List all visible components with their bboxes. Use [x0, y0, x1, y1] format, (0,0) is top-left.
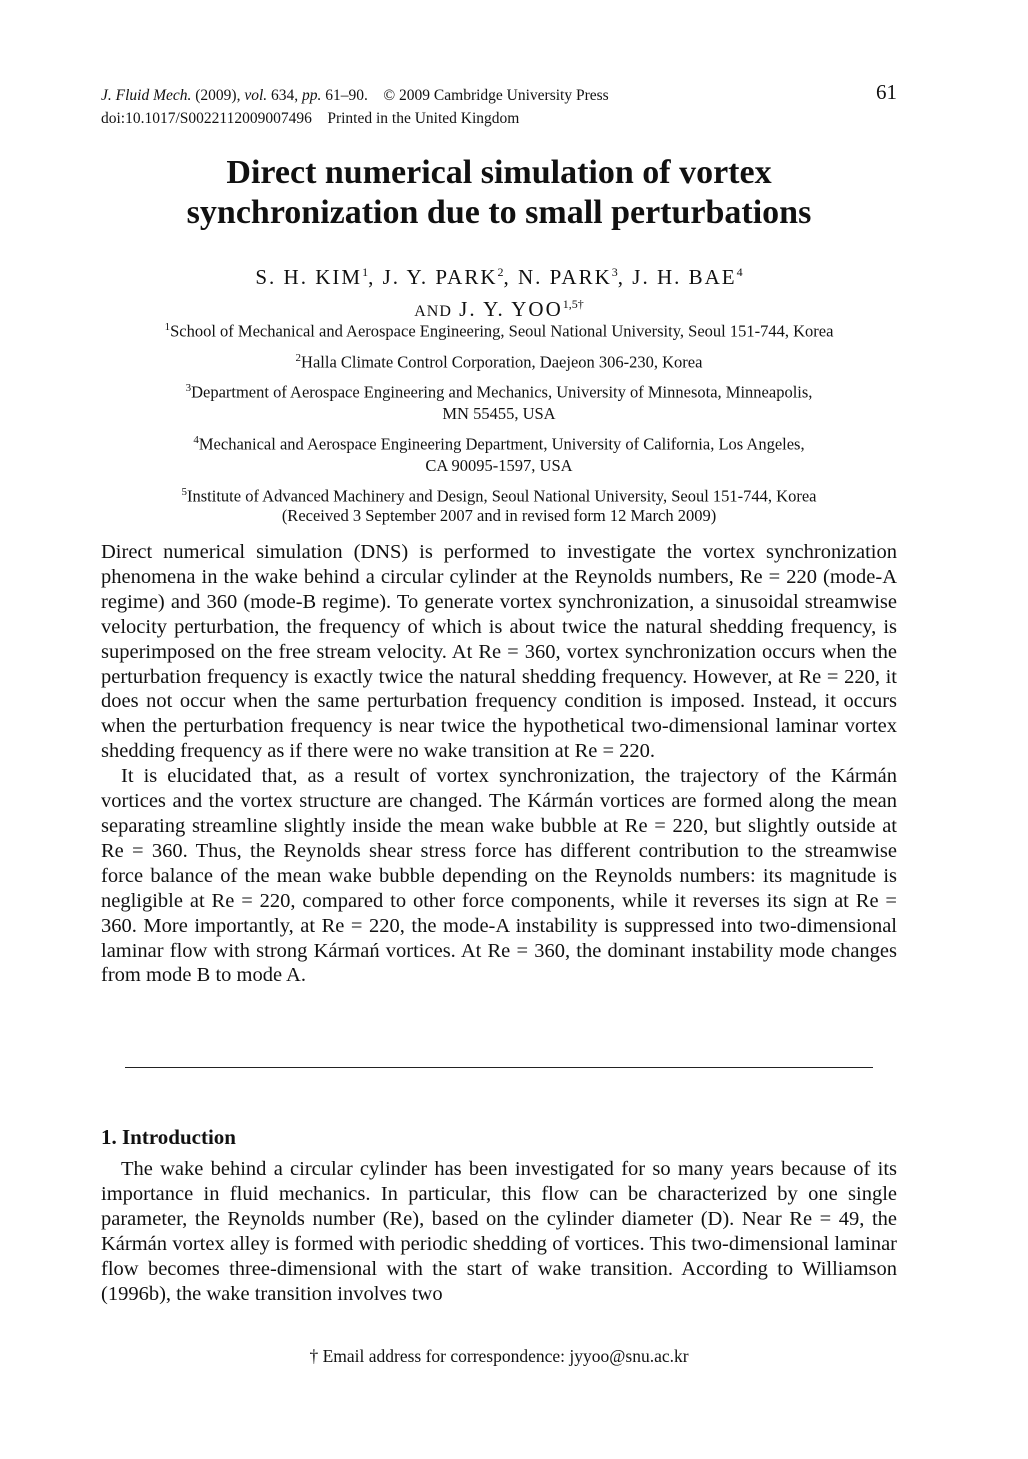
- affiliation-text: Institute of Advanced Machinery and Design, Seoul National University, Seoul 151-744, Korea: [187, 486, 817, 506]
- affiliation: [101, 378, 897, 425]
- volume-label: vol.: [244, 87, 268, 104]
- affiliation-number: 3: [185, 382, 192, 394]
- author-name: J. Y. YOO: [459, 297, 563, 321]
- affiliation-text: Mechanical and Aerospace Engineering Department, University of California, Los Angeles,: [198, 434, 805, 454]
- section-title: Introduction: [122, 1125, 236, 1149]
- and-word: AND: [414, 303, 452, 320]
- author-name: S. H. KIM: [255, 265, 363, 289]
- affiliation-number: 5: [181, 486, 188, 498]
- abstract-paragraph-1: Direct numerical simulation (DNS) is performed to investigate the vortex synchronization phenomena in the wake behind a circular cylinder at the Reynolds numbers, Re = 220 (mode-A regime) and 360 (mode-B regime). To generate vortex synchronization, a sinusoidal streamwise velocity perturbation, the frequency of which is about twice the natural shedding frequency, is superimposed on the free stream velocity. At Re = 360, vortex synchronization occurs when the perturbation frequency is exactly twice the natural shedding frequency. However, at Re = 220, it does not occur when the same perturbation frequency condition is imposed. Instead, it occurs when the perturbation frequency is near twice the hypothetical two-dimensional laminar vortex shedding frequency as if there were no wake transition at Re = 220.: [101, 541, 897, 763]
- pages-label: pp.: [302, 87, 322, 104]
- author-name: N. PARK: [518, 265, 612, 289]
- doi-line: [101, 107, 609, 130]
- affiliation-text: School of Mechanical and Aerospace Engineering, Seoul National University, Seoul 151-744, Korea: [170, 321, 834, 341]
- affiliation: [101, 317, 897, 342]
- author-affil-mark: 1,5: [562, 297, 578, 311]
- corresponding-dagger: †: [577, 297, 584, 311]
- page-range: 61–90.: [325, 87, 368, 104]
- affiliation: [101, 348, 897, 373]
- journal-year: (2009),: [195, 87, 241, 104]
- author-affil-mark: 2: [497, 265, 504, 279]
- introduction-paragraph: The wake behind a circular cylinder has been investigated for so many years because of its importance in fluid mechanics. In particular, this flow can be characterized by one single parameter, the Reynolds number (Re), based on the cylinder diameter (D). Near Re = 49, the Kármán vortex alley is formed with periodic shedding of vortices. This two-dimensional laminar flow becomes three-dimensional with the start of wake transition. According to Williamson (1996b), the wake transition involves two: [101, 1158, 897, 1305]
- affiliation-text: Halla Climate Control Corporation, Daejeon 306-230, Korea: [301, 352, 703, 371]
- affiliation-text-cont: MN 55455, USA: [442, 404, 556, 423]
- affiliation-number: 1: [164, 321, 171, 333]
- paper-title: [101, 153, 897, 233]
- affiliation-text: Department of Aerospace Engineering and Mechanics, University of Minnesota, Minneapolis,: [191, 382, 813, 402]
- volume-number: 634,: [271, 87, 299, 104]
- author-line-1: S. H. KIM$^1$, J. Y. PARK$^2$, N. PARK$^3$, J. H. BAE$^4$: [255, 265, 743, 289]
- affiliation: [101, 430, 897, 477]
- abstract-divider: [125, 1067, 873, 1068]
- affiliation: [101, 482, 897, 507]
- section-heading: [101, 1125, 236, 1150]
- affiliation-number: 2: [295, 351, 302, 364]
- section-number: 1.: [101, 1125, 117, 1149]
- abstract-paragraph-2: It is elucidated that, as a result of vortex synchronization, the trajectory of the Kármán vortices and the vortex structure are changed. The Kármán vortices are formed along the mean separating streamline slightly inside the mean wake bubble at Re = 220, but slightly outside at Re = 360. Thus, the Reynolds shear stress force has different contribution to the streamwise force balance of the mean wake bubble depending on the Reynolds numbers: its magnitude is negligible at Re = 220, compared to other force components, while it reverses its sign at Re = 360. More importantly, at Re = 220, the mode-A instability is suppressed into two-dimensional laminar flow with strong Kármań vortices. At Re = 360, the dominant instability mode changes from mode B to mode A.: [101, 765, 897, 987]
- title-line-2: synchronization due to small perturbations: [186, 194, 812, 231]
- author-affil-mark: 1: [362, 265, 369, 279]
- author-name: J. H. BAE: [632, 265, 737, 289]
- affiliation-number: 4: [193, 434, 199, 446]
- author-affil-mark: 3: [611, 265, 618, 279]
- abstract: [101, 540, 897, 988]
- printed-notice: Printed in the United Kingdom: [327, 110, 520, 127]
- journal-header: [101, 84, 609, 130]
- title-line-1: Direct numerical simulation of vortex: [226, 154, 772, 191]
- journal-name: J. Fluid Mech.: [101, 87, 192, 104]
- copyright-notice: © 2009 Cambridge University Press: [383, 87, 609, 104]
- author-list: [101, 259, 897, 325]
- correspondence-footnote: † Email address for correspondence: jyyoo@snu.ac.kr: [309, 1346, 689, 1366]
- doi: doi:10.1017/S0022112009007496: [101, 110, 312, 127]
- citation-line: [101, 84, 609, 107]
- author-name: J. Y. PARK: [382, 265, 498, 289]
- affiliation-text-cont: CA 90095-1597, USA: [425, 456, 573, 475]
- page-number: 61: [876, 80, 897, 104]
- affiliation-list: [101, 317, 897, 513]
- received-dates: (Received 3 September 2007 and in revised form 12 March 2009): [281, 506, 717, 525]
- author-affil-mark: 4: [736, 265, 743, 279]
